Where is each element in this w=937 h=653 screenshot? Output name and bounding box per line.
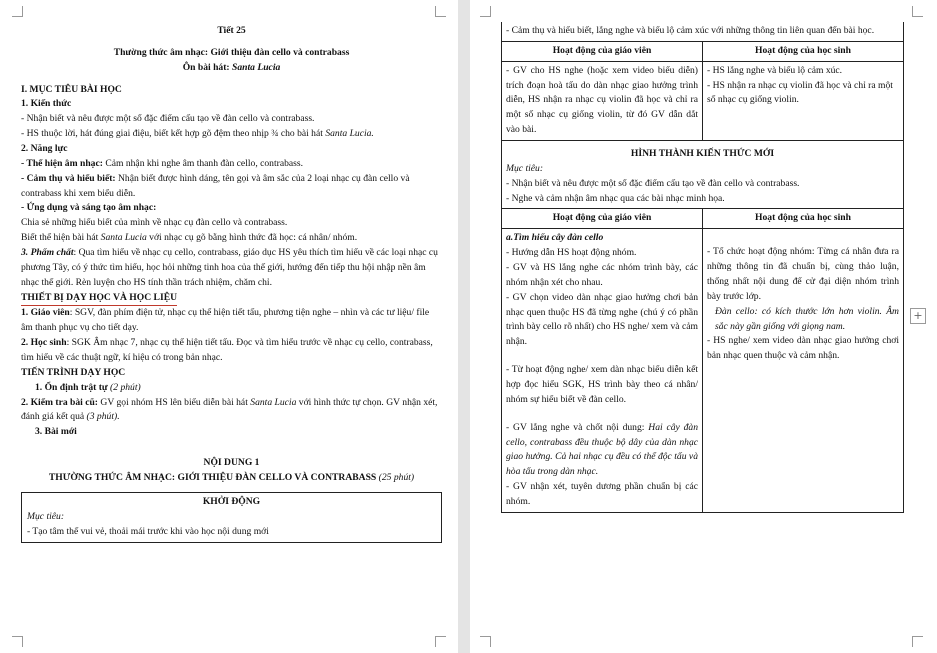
- table-row: [502, 141, 904, 209]
- table-row: [502, 61, 904, 140]
- process-step: 3. Bài mới: [35, 426, 77, 438]
- table-row: [502, 229, 904, 513]
- corner-mark: [912, 6, 923, 17]
- process-step: 1. Ổn định trật tự (2 phút): [35, 381, 141, 393]
- teacher-cell: a.Tìm hiểu cây đàn cello - Hướng dẫn HS hoạt động nhóm. - GV và HS lắng nghe các nhóm trình bày, các nhóm nhận xét cho nhau. - GV chọn video dàn nhạc giao hưởng chơi bản nhạc quen thuộc HS đã từng nghe (chú ý có phần trình bày cello rõ nhất) cho HS nghe/ xem và cảm nhận. - Từ hoạt động nghe/ xem dàn nhạc biểu diễn kết hợp đọc hiểu SGK, HS trình bày theo cá nhân/ nhóm sự hiểu biết về đàn cello. - GV lắng nghe và chốt nội dung: Hai cây đàn cello, contrabass đều thuộc bộ dây của dàn nhạc giao hưởng. Cả hai nhạc cụ đều có thể độc tấu và hòa tấu trong dàn nhạc. - GV nhận xét, tuyên dương phần chuẩn bị các nhóm.: [502, 229, 703, 513]
- table-header-row: [502, 41, 904, 61]
- table-header-row: [502, 209, 904, 229]
- corner-mark: [12, 6, 23, 17]
- equipment-heading: THIẾT BỊ DẠY HỌC VÀ HỌC LIỆU: [21, 291, 442, 307]
- right-page-content: [501, 22, 904, 513]
- content-title: THƯỜNG THỨC ÂM NHẠC: GIỚI THIỆU ĐÀN CELLO VÀ CONTRABASS (25 phút): [48, 472, 415, 484]
- lesson-plan-table: [501, 22, 904, 513]
- competence-item: - Cảm thụ và hiểu biết: Nhận biết được hình dáng, tên gọi và âm sắc của 2 loại nhạc cụ đàn cello và contrabass khi xem biểu diễn.: [21, 172, 410, 199]
- table-row: [502, 22, 904, 41]
- column-header-student: Hoạt động của học sinh: [703, 41, 904, 61]
- column-header-teacher: Hoạt động của giáo viên: [502, 209, 703, 229]
- competence-heading: 2. Năng lực: [21, 143, 68, 155]
- review-line: Ôn bài hát: Santa Lucia: [182, 61, 281, 73]
- corner-mark: [480, 636, 491, 647]
- new-knowledge-cell: HÌNH THÀNH KIẾN THỨC MỚI Mục tiêu: - Nhận biết và nêu được một số đặc điểm cấu tạo về đàn cello và contrabass. - Nghe và cảm nhận âm nhạc qua các bài nhạc minh họa.: [502, 141, 904, 209]
- add-icon[interactable]: +: [910, 308, 926, 324]
- warmup-goal-label: Mục tiêu:: [27, 510, 65, 522]
- equipment-item: 1. Giáo viên: SGV, đàn phím điện tử, nhạc cụ thể hiện tiết tấu, phương tiện nghe – nhìn và các tư liệu/ file âm thanh phục vụ cho tiết dạy.: [21, 307, 430, 334]
- document-page-right: [470, 0, 937, 653]
- competence-item: - Thể hiện âm nhạc: Cảm nhận khi nghe âm thanh đàn cello, contrabass.: [21, 157, 304, 169]
- knowledge-item: - HS thuộc lời, hát đúng giai điệu, biết kết hợp gõ đệm theo nhịp ¾ cho bài hát Santa Lucia.: [21, 128, 374, 140]
- quality-paragraph: 3. Phẩm chất: Qua tìm hiểu về nhạc cụ cello, contrabass, giáo dục HS yêu thích tìm hiểu về các loại nhạc cụ phương Tây, có ý thức tìm hiểu, học hỏi những tinh hoa của thế giới, hướng đến tiếp thu hội nhập nền âm nhạc thế giới. Rèn luyện cho HS tính thần trách nhiệm, chăm chỉ.: [21, 247, 438, 288]
- warmup-heading: KHỞI ĐỘNG: [202, 495, 261, 507]
- corner-mark: [480, 6, 491, 17]
- new-goal-label: Mục tiêu:: [506, 162, 544, 174]
- objectives-heading: I. MỤC TIÊU BÀI HỌC: [21, 83, 122, 95]
- competence-subheading: - Ứng dụng và sáng tạo âm nhạc:: [21, 202, 157, 214]
- content-heading: NỘI DUNG 1: [203, 457, 260, 469]
- competence-item: Chia sẻ những hiểu biết của mình về nhạc cụ đàn cello và contrabass.: [21, 217, 288, 229]
- column-header-student: Hoạt động của học sinh: [703, 209, 904, 229]
- new-knowledge-heading: HÌNH THÀNH KIẾN THỨC MỚI: [630, 148, 775, 160]
- knowledge-item: - Nhận biết và nêu được một số đặc điểm cấu tạo về đàn cello và contrabass.: [21, 113, 315, 125]
- document-page-left: [0, 0, 458, 653]
- column-header-teacher: Hoạt động của giáo viên: [502, 41, 703, 61]
- lesson-number: Tiết 25: [217, 25, 246, 36]
- corner-mark: [435, 6, 446, 17]
- student-cell: - Tổ chức hoạt động nhóm: Từng cá nhân đưa ra những thông tin đã chuẩn bị, cùng thảo luận, thống nhất nội dung để cử đại diện nhóm trình bày trước lớp. Đàn cello: có kích thước lớn hơn violin. Âm sắc này gần giống với giọng nam. - HS nghe/ xem video dàn nhạc giao hưởng chơi bản nhạc quen thuộc và cảm nhận.: [703, 229, 904, 513]
- left-page-content: [21, 24, 442, 543]
- process-heading: TIẾN TRÌNH DẠY HỌC: [21, 366, 126, 378]
- warmup-goal: - Tạo tâm thế vui vẻ, thoải mái trước khi vào học nội dung mới: [27, 525, 269, 537]
- corner-mark: [912, 636, 923, 647]
- corner-mark: [435, 636, 446, 647]
- warmup-box: [21, 492, 442, 543]
- knowledge-heading: 1. Kiến thức: [21, 98, 72, 110]
- equipment-item: 2. Học sinh: SGK Âm nhạc 7, nhạc cụ thể hiện tiết tấu. Đọc và tìm hiểu trước về nhạc cụ cello, contrabass, tìm hiểu về các thuật ngữ, kí hiệu có trong bản nhạc.: [21, 337, 433, 364]
- process-step: 2. Kiểm tra bài cũ: GV gọi nhóm HS lên biểu diễn bài hát Santa Lucia với hình thức tự chọn. GV nhận xét, đánh giá kết quả (3 phút).: [21, 396, 438, 423]
- teacher-cell: - GV cho HS nghe (hoặc xem video biểu diễn) trích đoạn hoà tấu do dàn nhạc giao hưởng trình diễn, HS nhận ra nhạc cụ violin đã học và chỉ ra một số nhạc cụ giống violin, từ đó GV dẫn dắt vào bài.: [502, 61, 703, 140]
- corner-mark: [12, 636, 23, 647]
- subsection-heading: a.Tìm hiểu cây đàn cello: [506, 232, 604, 244]
- student-cell: - HS lắng nghe và biểu lộ cảm xúc. - HS nhận ra nhạc cụ violin đã học và chỉ ra một số nhạc cụ giống violin.: [703, 61, 904, 140]
- competence-item: Biết thể hiện bài hát Santa Lucia với nhạc cụ gõ bằng hình thức đã học: cá nhân/ nhóm.: [21, 232, 358, 244]
- topic-line: Thường thức âm nhạc: Giới thiệu đàn cello và contrabass: [113, 46, 350, 58]
- table-cell: - Cảm thụ và hiểu biết, lắng nghe và biểu lộ cảm xúc với những thông tin liên quan đến bài học.: [502, 22, 904, 41]
